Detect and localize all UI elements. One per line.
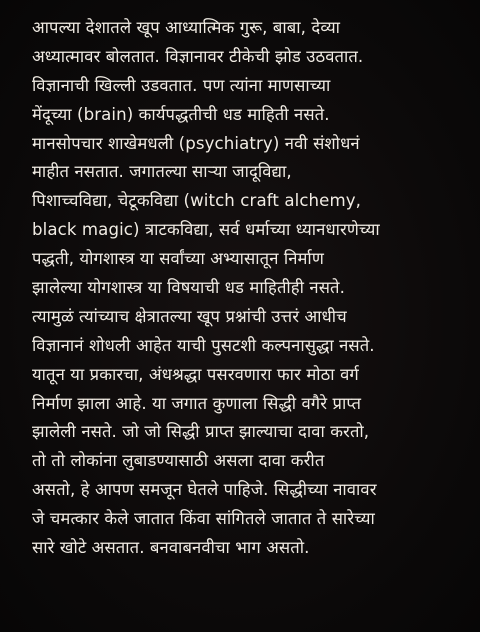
text-line-3: विज्ञानाची खिल्ली उडवतात. पण त्यांना माणसाच्या [32,75,331,95]
text-line-11: त्यामुळं त्यांच्याच क्षेत्रातल्या खूप प्रश्नांची उत्तरं आधीच [32,306,347,326]
text-line-1: आपल्या देशातले खूप आध्यात्मिक गुरू, बाबा, देव्या [32,18,341,37]
text-line-7: पिशाच्चविद्या, चेटूकविद्या (witch craft alchemy, [32,191,362,211]
text-line-15: झालेली नसते. जो जो सिद्धी प्राप्त झाल्याचा दावा करतो, [32,422,370,442]
text-line-8: black magic) त्राटकविद्या, सर्व धर्माच्या ध्यानधारणेच्या [32,220,380,240]
text-line-12: विज्ञानानं शोधली आहेत याची पुसटशी कल्पनासुद्धा नसते. [32,335,375,355]
text-line-16: तो तो लोकांना लुबाडण्यासाठी असला दावा करीत [32,451,325,471]
text-line-13: यातून या प्रकारचा, अंधश्रद्धा पसरवणारा फार मोठा वर्ग [32,364,359,384]
text-line-17: असतो, हे आपण समजून घेतले पाहिजे. सिद्धीच्या नावावर [32,480,377,500]
text-line-2: अध्यात्मावर बोलतात. विज्ञानावर टीकेची झोड उठवतात. [32,46,364,66]
text-line-9: पद्धती, योगशास्त्र या सर्वांच्या अभ्यासातून निर्माण [32,249,324,269]
text-line-6: माहीत नसतात. जगातल्या साऱ्या जादूविद्या, [32,162,292,182]
text-line-4: मेंदूच्या (brain) कार्यपद्धतीची धड माहिती नसते. [32,104,330,124]
body-paragraph [32,14,460,563]
text-line-5: मानसोपचार शाखेमधली (psychiatry) नवी संशोधनं [32,133,360,153]
text-line-19: सारे खोटे असतात. बनवाबनवीचा भाग असतो. [32,538,310,558]
text-line-10: झालेल्या योगशास्त्र या विषयाची धड माहितीही नसते. [32,278,345,298]
text-line-14: निर्माण झाला आहे. या जगात कुणाला सिद्धी वगैरे प्राप्त [32,393,362,413]
text-line-18: जे चमत्कार केले जातात किंवा सांगितले जातात ते सारेच्या [32,509,375,529]
